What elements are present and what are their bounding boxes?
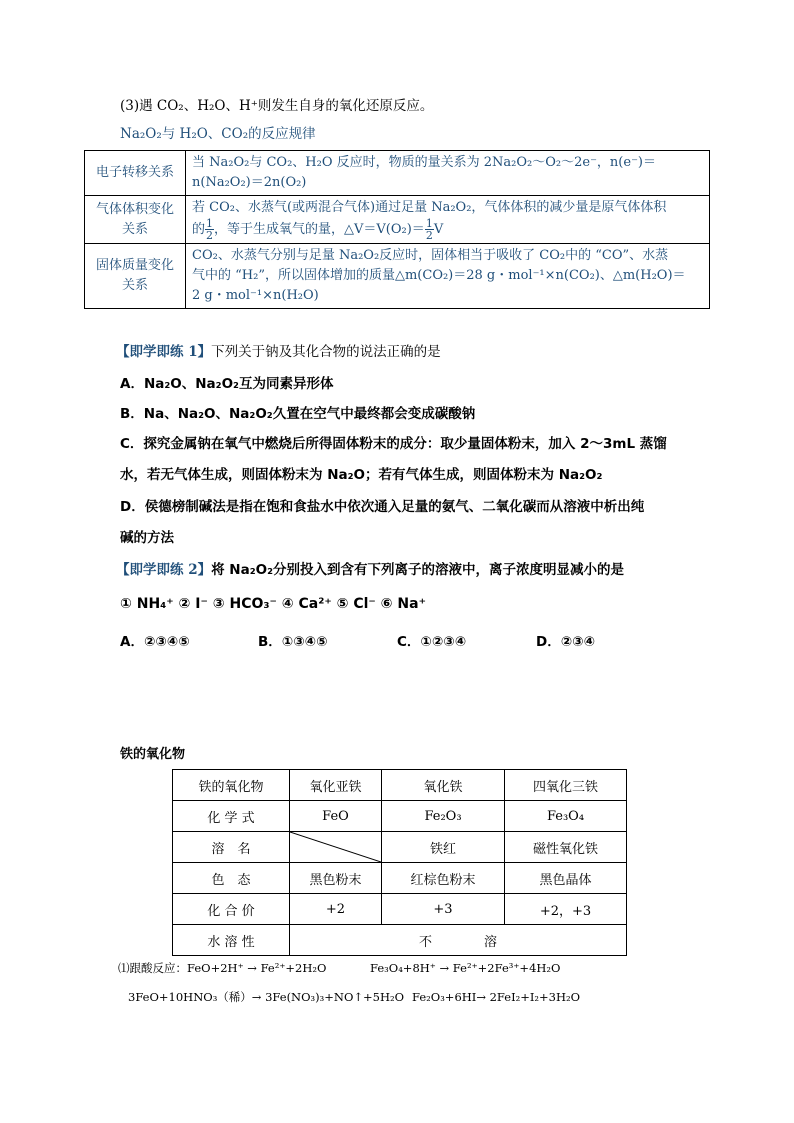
option-b: B．①③④⑤ (258, 634, 328, 650)
table-cell: 磁性氧化铁 (505, 832, 627, 863)
row-label: 化 合 价 (173, 894, 290, 925)
table-row (85, 196, 710, 244)
table-cell: 铁红 (382, 832, 505, 863)
header-cell: 氧化铁 (382, 770, 505, 801)
table-row (173, 832, 627, 863)
row-content (186, 196, 710, 244)
option-a: A．②③④⑤ (120, 634, 190, 650)
row-content (186, 151, 710, 196)
table-cell-merged: 不 溶 (290, 925, 627, 956)
table-cell: 黑色粉末 (290, 863, 382, 894)
row-label: 水 溶 性 (173, 925, 290, 956)
row-content (186, 244, 710, 309)
reaction-line: ⑴跟酸反应：FeO+2H⁺ → Fe²⁺+2H₂O (118, 961, 327, 975)
text-fragment: 的 (192, 222, 206, 237)
fraction-numerator: 1 (206, 217, 214, 230)
text-fragment: ，等于生成氧气的量，△V＝V(O₂)＝ (214, 222, 425, 237)
question-text: 下列关于钠及其化合物的说法正确的是 (211, 344, 441, 360)
table-cell: 黑色晶体 (505, 863, 627, 894)
header-cell: 铁的氧化物 (173, 770, 290, 801)
exercise-1-question (116, 342, 441, 362)
fraction-denominator: 2 (425, 229, 433, 242)
option-d-cont: 碱的方法 (120, 530, 174, 546)
row-text: n(Na₂O₂)＝2n(O₂) (192, 175, 307, 190)
row-text: CO₂、水蒸气分别与足量 Na₂O₂反应时，固体相当于吸收了 CO₂中的 “CO”、水蒸 (192, 248, 669, 263)
table-row (173, 925, 627, 956)
iron-oxides-table (172, 769, 627, 956)
exercise-tag: 【即学即练 1】 (116, 344, 212, 360)
reaction-line: Fe₂O₃+6HI→ 2FeI₂+I₂+3H₂O (412, 990, 581, 1004)
table-row (173, 801, 627, 832)
table-header-row (173, 770, 627, 801)
table-cell: FeO (290, 801, 382, 832)
fraction-denominator: 2 (206, 229, 214, 242)
section-heading-iron-oxides: 铁的氧化物 (120, 747, 186, 762)
exercise-tag: 【即学即练 2】 (116, 562, 212, 578)
header-cell: 四氧化三铁 (505, 770, 627, 801)
row-header: 气体体积变化关系 (85, 196, 186, 244)
reaction-line: Fe₃O₄+8H⁺ → Fe²⁺+2Fe³⁺+4H₂O (370, 961, 561, 975)
section-heading-na2o2-rules: Na₂O₂与 H₂O、CO₂的反应规律 (120, 126, 316, 142)
row-label: 化 学 式 (173, 801, 290, 832)
header-cell: 氧化亚铁 (290, 770, 382, 801)
option-c: C．探究金属钠在氧气中燃烧后所得固体粉末的成分：取少量固体粉末，加入 2～3mL 蒸馏 (120, 436, 667, 452)
table-row (85, 151, 710, 196)
row-text: 若 CO₂、水蒸气(或两混合气体)通过足量 Na₂O₂，气体体积的减少量是原气体体积 (192, 200, 667, 215)
diagonal-line (290, 832, 381, 862)
row-text: 气中的 “H₂”，所以固体增加的质量△m(CO₂)＝28 g・mol⁻¹×n(CO₂)、△m(H₂O)＝ (192, 268, 686, 283)
table-row (173, 894, 627, 925)
row-label: 溶 名 (173, 832, 290, 863)
option-d: D．②③④ (536, 634, 595, 650)
option-b: B．Na、Na₂O、Na₂O₂久置在空气中最终都会变成碳酸钠 (120, 406, 476, 422)
row-text: 2 g・mol⁻¹×n(H₂O) (192, 288, 319, 303)
table-cell: Fe₂O₃ (382, 801, 505, 832)
row-label: 色 态 (173, 863, 290, 894)
exercise-2-question (116, 560, 624, 580)
table-cell: Fe₃O₄ (505, 801, 627, 832)
row-text: 当 Na₂O₂与 CO₂、H₂O 反应时，物质的量关系为 2Na₂O₂～O₂～2e⁻，n(e⁻)＝ (192, 155, 657, 170)
question-text: 将 Na₂O₂分别投入到含有下列离子的溶液中，离子浓度明显减小的是 (211, 562, 625, 578)
row-header: 固体质量变化关系 (85, 244, 186, 309)
fraction (425, 218, 434, 241)
text-fragment: V (433, 222, 444, 237)
table-row (173, 863, 627, 894)
option-a: A．Na₂O、Na₂O₂互为同素异形体 (120, 376, 334, 392)
reaction-line: 3FeO+10HNO₃（稀）→ 3Fe(NO₃)₃+NO↑+5H₂O (128, 990, 405, 1004)
ion-list: ① NH₄⁺ ② I⁻ ③ HCO₃⁻ ④ Ca²⁺ ⑤ Cl⁻ ⑥ Na⁺ (120, 596, 426, 612)
fraction-numerator: 1 (425, 217, 433, 230)
fraction (205, 218, 214, 241)
table-cell: +3 (382, 894, 505, 925)
row-header: 电子转移关系 (85, 151, 186, 196)
row-text (192, 218, 703, 241)
table-cell: 红棕色粉末 (382, 863, 505, 894)
table-row (85, 244, 710, 309)
reaction-note: (3)遇 CO₂、H₂O、H⁺则发生自身的氧化还原反应。 (120, 98, 434, 114)
option-c-cont: 水，若无气体生成，则固体粉末为 Na₂O；若有气体生成，则固体粉末为 Na₂O₂ (120, 467, 603, 483)
na2o2-rules-table (84, 150, 710, 309)
table-cell: +2，+3 (505, 894, 627, 925)
diagonal-empty-cell (290, 832, 382, 863)
option-d: D．侯德榜制碱法是指在饱和食盐水中依次通入足量的氨气、二氧化碳而从溶液中析出纯 (120, 499, 645, 515)
table-cell: +2 (290, 894, 382, 925)
option-c: C．①②③④ (397, 634, 467, 650)
